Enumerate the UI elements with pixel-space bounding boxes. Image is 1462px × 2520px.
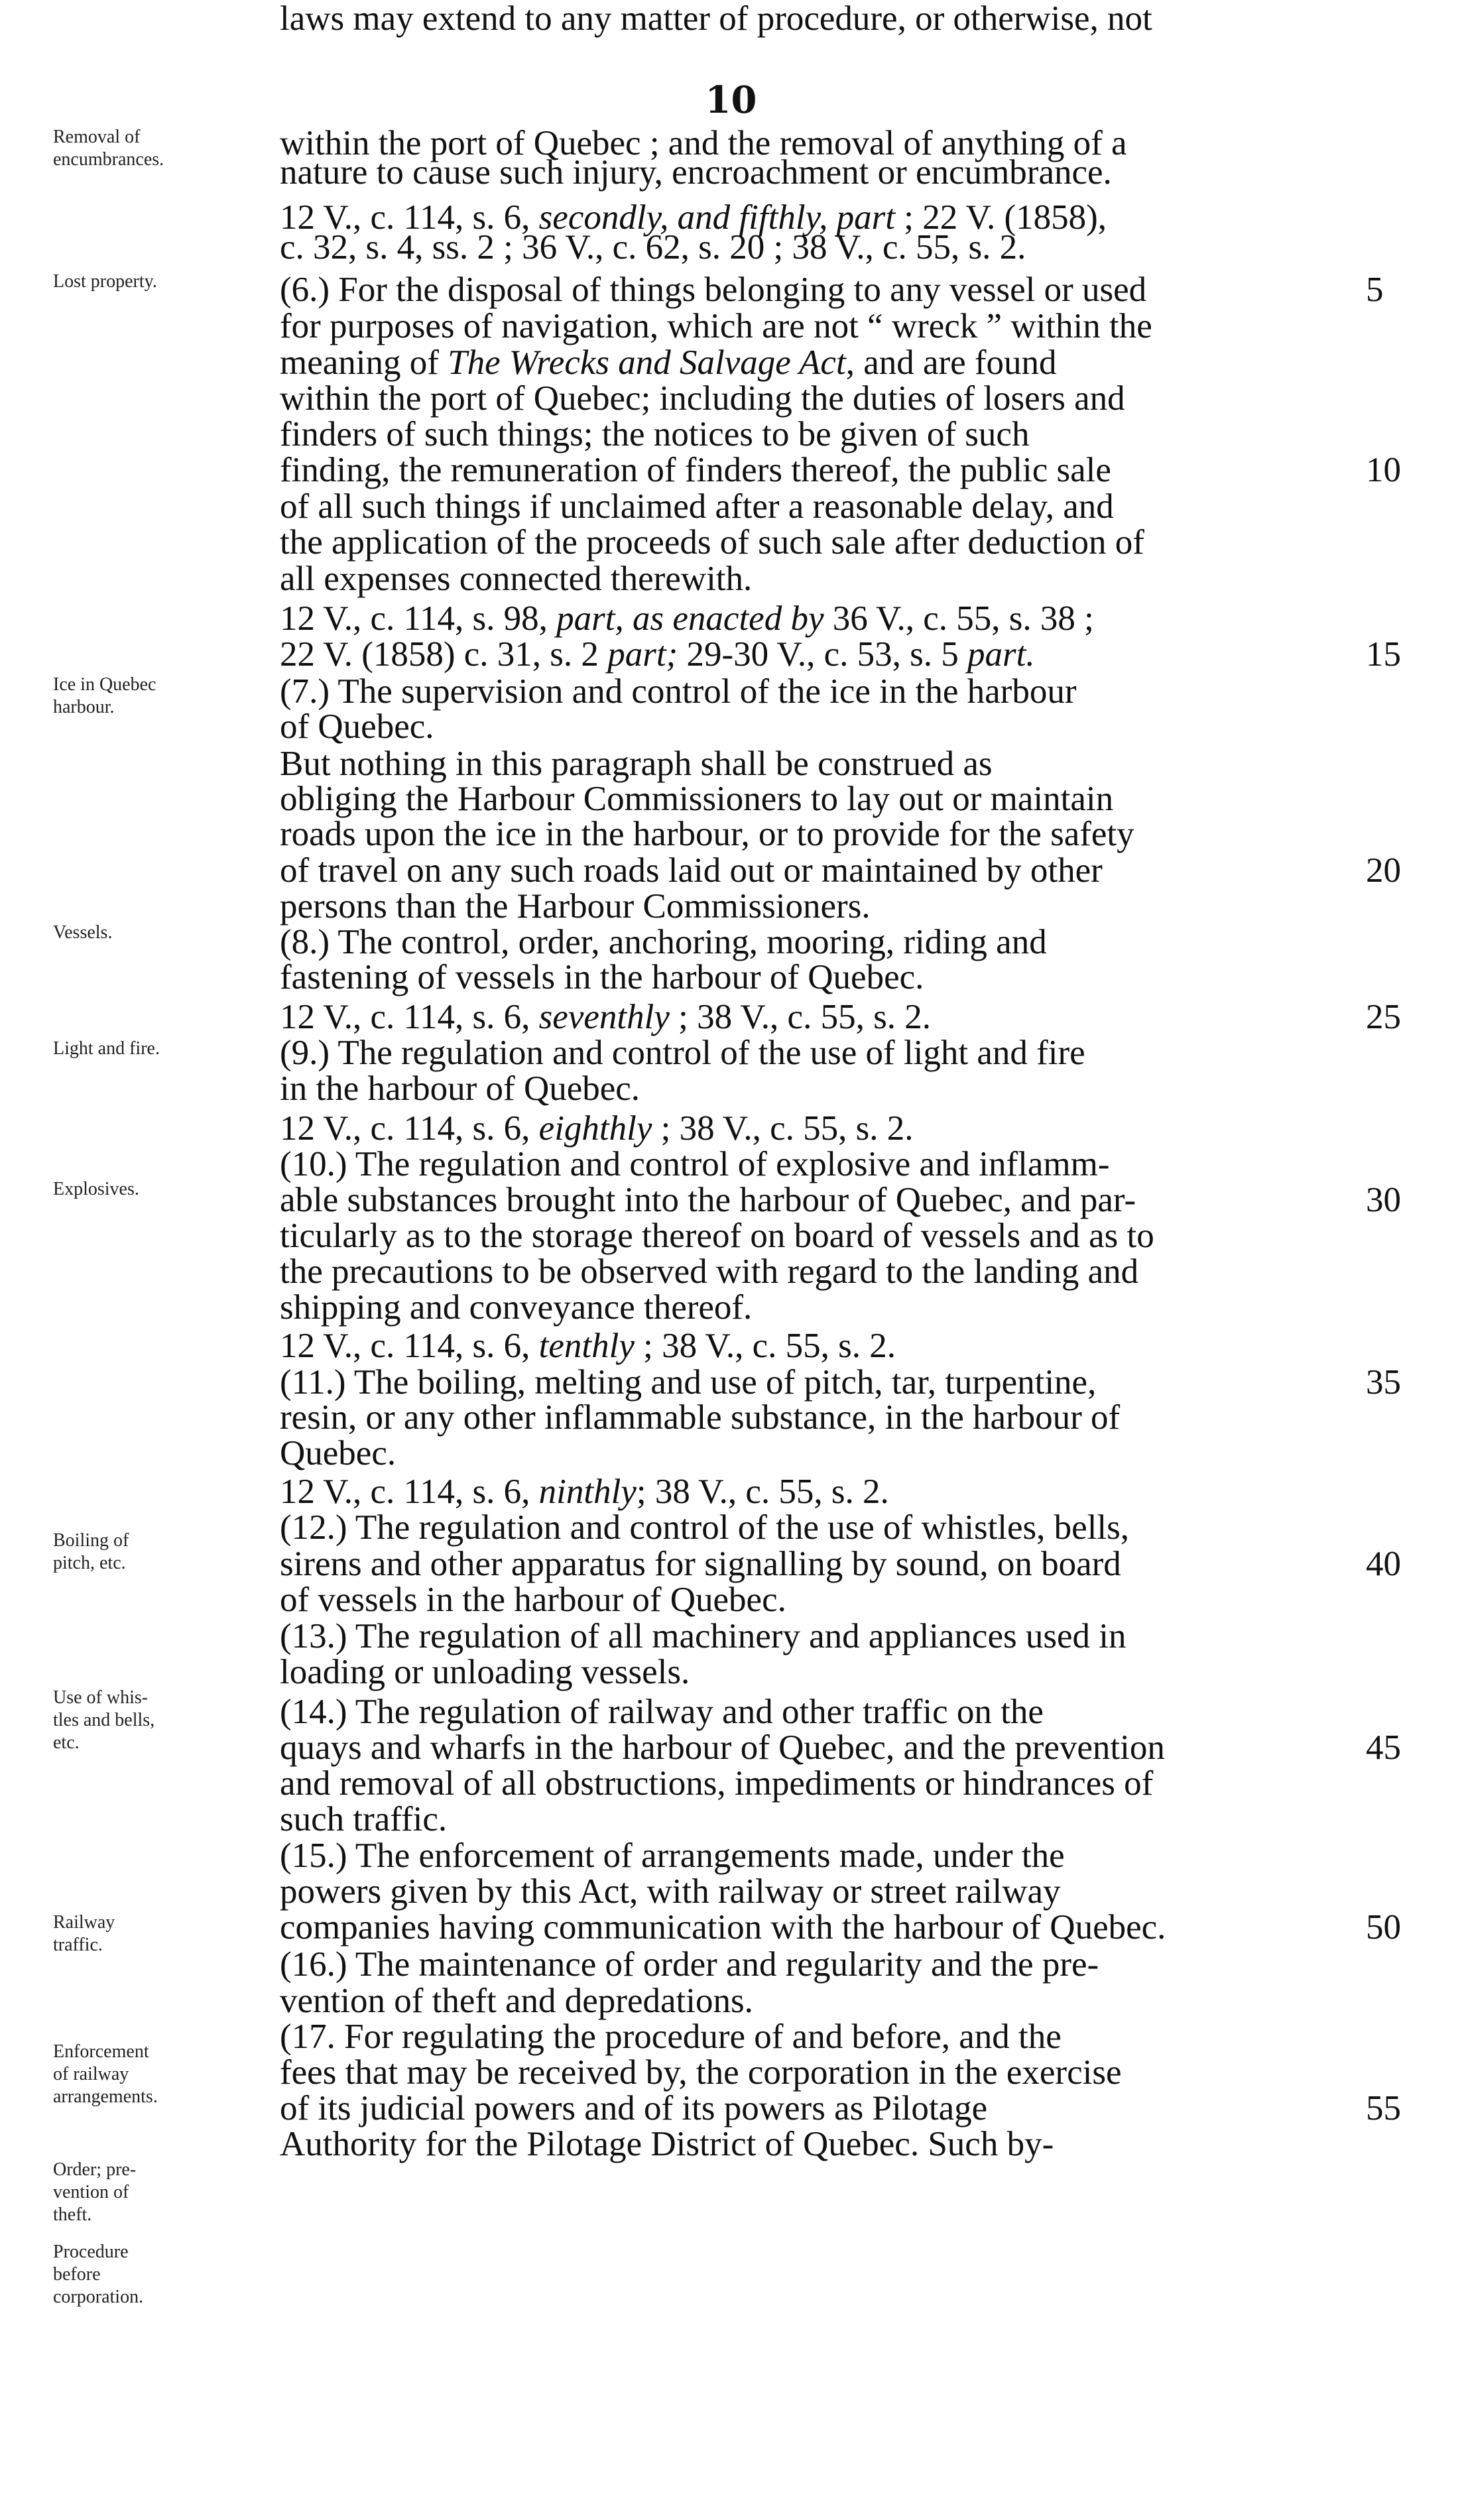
margin-note-line: of railway (53, 2064, 129, 2084)
text-line: 12 V., c. 114, s. 6, eighthly ; 38 V., c. 55, s. 2. (280, 1109, 914, 1148)
margin-note-order (53, 2159, 272, 2226)
text-line: quays and wharfs in the harbour of Quebec, and the prevention (280, 1728, 1165, 1767)
margin-note-line: Procedure (53, 2242, 129, 2262)
line-number: 25 (1366, 998, 1401, 1036)
line-number: 15 (1366, 635, 1401, 674)
text-line: powers given by this Act, with railway or street railway (280, 1872, 1061, 1911)
text-line: (17. For regulating the procedure of and before, and the (280, 2017, 1062, 2056)
text-line: for purposes of navigation, which are not “ wreck ” within the (280, 307, 1152, 345)
margin-note-line: Lost property. (53, 271, 157, 292)
text-line: within the port of Quebec ; and the removal of anything of a (280, 124, 1127, 162)
text-line: meaning of The Wrecks and Salvage Act, and are found (280, 343, 1057, 382)
text-line: roads upon the ice in the harbour, or to provide for the safety (280, 815, 1134, 853)
text-line: But nothing in this paragraph shall be construed as (280, 745, 993, 783)
margin-note-railway (53, 1911, 272, 1956)
margin-note-line: arrangements. (53, 2086, 158, 2107)
text-line: fees that may be received by, the corporation in the exercise (280, 2053, 1122, 2092)
margin-note-line: Removal of (53, 127, 141, 147)
text-line: the precautions to be observed with regard to the landing and (280, 1252, 1139, 1291)
line-number: 5 (1366, 270, 1384, 309)
text-line: of travel on any such roads laid out or maintained by other (280, 851, 1103, 890)
margin-note-light (53, 1038, 272, 1060)
text-line: of Quebec. (280, 707, 434, 746)
margin-note-line: vention of (53, 2182, 129, 2202)
margin-note-line: theft. (53, 2204, 92, 2225)
margin-note-line: pitch, etc. (53, 1553, 126, 1573)
text-line: the application of the proceeds of such sale after deduction of (280, 523, 1144, 562)
text-line: 12 V., c. 114, s. 6, secondly, and fifthly, part ; 22 V. (1858), (280, 198, 1107, 237)
margin-note-line: Boiling of (53, 1530, 129, 1551)
text-line: Quebec. (280, 1434, 396, 1472)
text-line: loading or unloading vessels. (280, 1653, 690, 1691)
text-line: of vessels in the harbour of Quebec. (280, 1581, 786, 1619)
text-line: ticularly as to the storage thereof on board of vessels and as to (280, 1217, 1154, 1255)
margin-note-vessels (53, 922, 272, 944)
text-line: resin, or any other inflammable substance, in the harbour of (280, 1398, 1121, 1437)
margin-note-whistles (53, 1687, 272, 1754)
margin-note-enforcement (53, 2041, 272, 2108)
margin-note-ice (53, 674, 272, 719)
text-line: able substances brought into the harbour of Quebec, and par- (280, 1181, 1136, 1219)
text-line: (9.) The regulation and control of the use of light and fire (280, 1034, 1085, 1072)
line-number: 40 (1366, 1545, 1401, 1583)
margin-note-line: Ice in Quebec (53, 674, 156, 695)
margin-note-removal (53, 126, 272, 171)
text-line: nature to cause such injury, encroachment or encumbrance. (280, 153, 1112, 192)
text-line: laws may extend to any matter of procedure, or otherwise, not (280, 0, 1152, 38)
text-line: companies having communication with the harbour of Quebec. (280, 1908, 1166, 1947)
text-line: 12 V., c. 114, s. 6, seventhly ; 38 V., c. 55, s. 2. (280, 998, 931, 1036)
text-line: finders of such things; the notices to be given of such (280, 415, 1030, 453)
line-number: 55 (1366, 2089, 1401, 2128)
margin-note-line: corporation. (53, 2287, 144, 2307)
text-line: (12.) The regulation and control of the use of whistles, bells, (280, 1508, 1130, 1547)
margin-note-explosives (53, 1178, 272, 1201)
text-line: (6.) For the disposal of things belonging to any vessel or used (280, 270, 1147, 309)
text-line: finding, the remuneration of finders thereof, the public sale (280, 451, 1111, 489)
margin-note-line: Enforcement (53, 2041, 149, 2062)
line-number: 10 (1366, 451, 1401, 489)
text-line: of its judicial powers and of its powers as Pilotage (280, 2089, 988, 2128)
margin-note-line: etc. (53, 1732, 80, 1753)
text-line: 22 V. (1858) c. 31, s. 2 part; 29-30 V., c. 53, s. 5 part. (280, 635, 1035, 674)
line-number: 45 (1366, 1728, 1401, 1767)
margin-note-boiling (53, 1530, 272, 1575)
text-line: 12 V., c. 114, s. 98, part, as enacted by 36 V., c. 55, s. 38 ; (280, 599, 1094, 638)
page-number: 10 (705, 78, 757, 122)
margin-note-line: Explosives. (53, 1179, 139, 1199)
text-line: 12 V., c. 114, s. 6, ninthly; 38 V., c. 55, s. 2. (280, 1472, 889, 1511)
text-line: shipping and conveyance thereof. (280, 1288, 753, 1327)
text-line: (13.) The regulation of all machinery and appliances used in (280, 1617, 1127, 1655)
text-line: sirens and other apparatus for signalling by sound, on board (280, 1545, 1121, 1583)
text-line: (11.) The boiling, melting and use of pitch, tar, turpentine, (280, 1363, 1097, 1402)
text-line: in the harbour of Quebec. (280, 1069, 640, 1108)
text-line: persons than the Harbour Commissioners. (280, 887, 871, 926)
text-line: of all such things if unclaimed after a reasonable delay, and (280, 487, 1114, 526)
margin-note-line: Use of whis- (53, 1687, 149, 1708)
text-line: fastening of vessels in the harbour of Quebec. (280, 958, 924, 996)
margin-note-lost (53, 270, 272, 293)
margin-note-line: harbour. (53, 697, 115, 717)
text-line: (15.) The enforcement of arrangements made, under the (280, 1836, 1065, 1875)
margin-note-line: Order; pre- (53, 2159, 137, 2180)
line-number: 50 (1366, 1908, 1401, 1947)
text-line: and removal of all obstructions, impediments or hindrances of (280, 1764, 1154, 1803)
margin-note-line: before (53, 2264, 101, 2285)
text-line: c. 32, s. 4, ss. 2 ; 36 V., c. 62, s. 20 ; 38 V., c. 55, s. 2. (280, 228, 1026, 267)
text-line: (8.) The control, order, anchoring, mooring, riding and (280, 923, 1047, 961)
margin-note-line: encumbrances. (53, 149, 164, 170)
text-line: such traffic. (280, 1800, 448, 1838)
text-line: Authority for the Pilotage District of Quebec. Such by- (280, 2125, 1054, 2163)
margin-note-line: Light and fire. (53, 1038, 160, 1059)
margin-note-line: traffic. (53, 1935, 103, 1955)
text-line: vention of theft and depredations. (280, 1982, 753, 2020)
margin-note-line: Vessels. (53, 922, 113, 943)
text-line: (7.) The supervision and control of the ice in the harbour (280, 672, 1077, 711)
text-line: all expenses connected therewith. (280, 560, 753, 598)
text-line: within the port of Quebec; including the duties of losers and (280, 379, 1125, 418)
margin-note-procedure (53, 2241, 272, 2309)
text-line: (16.) The maintenance of order and regularity and the pre- (280, 1945, 1099, 1984)
margin-note-line: tles and bells, (53, 1710, 155, 1730)
margin-note-line: Railway (53, 1912, 115, 1933)
text-line: (14.) The regulation of railway and other traffic on the (280, 1693, 1044, 1731)
line-number: 35 (1366, 1363, 1401, 1402)
line-number: 20 (1366, 851, 1401, 890)
text-line: obliging the Harbour Commissioners to lay out or maintain (280, 780, 1114, 818)
text-line: 12 V., c. 114, s. 6, tenthly ; 38 V., c. 55, s. 2. (280, 1327, 896, 1365)
text-line: (10.) The regulation and control of explosive and inflamm- (280, 1145, 1110, 1183)
line-number: 30 (1366, 1181, 1401, 1219)
